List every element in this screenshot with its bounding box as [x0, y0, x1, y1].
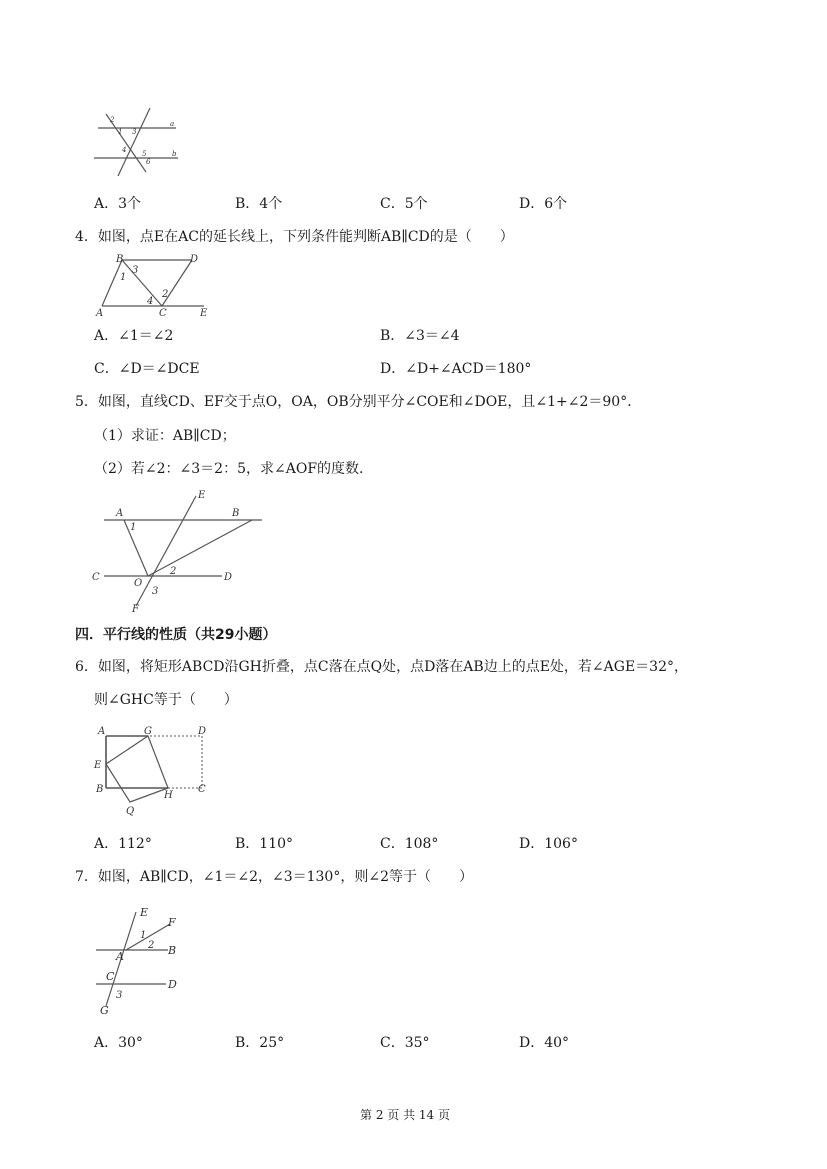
q6-label-B: B: [96, 784, 104, 795]
q7-option-c[interactable]: C．35°: [380, 1035, 430, 1051]
fig1-angle-5: 5: [142, 150, 147, 158]
q7-label-A: A: [116, 950, 124, 963]
q4-label-B: B: [116, 254, 124, 265]
q7-label-E: E: [140, 906, 149, 919]
q5-stem: 5．如图，直线CD、EF交于点O，OA，OB分别平分∠COE和∠DOE，且∠1+∠2＝90°．: [75, 394, 642, 410]
fig1-angle-2: 2: [110, 116, 115, 124]
q6-option-d[interactable]: D．106°: [519, 836, 578, 852]
q6-label-C: C: [198, 784, 206, 795]
figure-q5: [90, 488, 270, 614]
q5-line-ob: [148, 520, 252, 576]
q6-stem-line1: 6．如图，将矩形ABCD沿GH折叠，点C落在点Q处，点D落在AB边上的点E处，若∠AGE＝32°，: [75, 659, 688, 675]
q7-option-d[interactable]: D．40°: [519, 1035, 570, 1051]
figure-parallel-lines-1: [90, 100, 190, 180]
q6-rect-abcd: [106, 736, 202, 788]
fig1-angle-6: 6: [146, 158, 151, 166]
fig1-label-line-b: b: [172, 150, 177, 158]
q7-label-G: G: [100, 1004, 109, 1017]
q5-label-B: B: [232, 508, 240, 519]
q6-option-a[interactable]: A．112°: [94, 836, 152, 852]
q5-label-C: C: [92, 572, 100, 583]
q4-angle-3: 3: [132, 265, 139, 276]
q4-stem: 4．如图，点E在AC的延长线上，下列条件能判断AB∥CD的是（ ）: [75, 229, 514, 245]
q4-label-D: D: [190, 254, 199, 265]
q6-label-Q: Q: [126, 806, 135, 817]
q7-label-C: C: [106, 970, 115, 983]
q6-label-A: A: [98, 726, 106, 737]
q5-angle-1: 1: [130, 522, 137, 533]
q6-label-D: D: [198, 726, 207, 737]
q4-angle-2: 2: [162, 289, 169, 300]
fig1-angle-4: 4: [122, 146, 127, 154]
q5-line-ef: [136, 496, 196, 606]
q4-line-ab: [102, 260, 122, 306]
page-footer: 第 2 页 共 14 页: [360, 1108, 450, 1122]
figure-q7: [90, 902, 190, 1018]
q4-option-a[interactable]: A．∠1＝∠2: [94, 328, 174, 344]
fig1-angle-3: 3: [132, 128, 137, 136]
q7-option-a[interactable]: A．30°: [94, 1035, 143, 1051]
section-title: 四．平行线的性质（共29小题）: [75, 627, 277, 643]
q7-option-b[interactable]: B．25°: [235, 1035, 285, 1051]
q6-label-G: G: [144, 726, 152, 737]
q5-angle-3: 3: [152, 586, 159, 597]
q6-option-b[interactable]: B．110°: [235, 836, 294, 852]
q6-label-E: E: [94, 760, 102, 771]
q7-angle-2: 2: [148, 940, 155, 951]
fig1-angle-1: 1: [118, 128, 123, 136]
q7-angle-3: 3: [116, 990, 123, 1001]
fig1-label-line-a: a: [170, 120, 175, 128]
q5-label-F: F: [132, 604, 139, 615]
q5-part2: （2）若∠2：∠3＝2：5，求∠AOF的度数．: [94, 461, 374, 477]
q5-label-E: E: [198, 490, 206, 501]
q6-folded-quad: [106, 736, 168, 802]
q4-angle-1: 1: [120, 272, 127, 283]
q7-label-B: B: [168, 944, 177, 957]
q3-option-c[interactable]: C．5个: [380, 196, 428, 212]
q5-part1: （1）求证：AB∥CD；: [94, 428, 236, 444]
q4-line-bc: [122, 260, 162, 306]
q4-label-E: E: [200, 308, 208, 319]
q5-label-D: D: [224, 572, 233, 583]
q5-angle-2: 2: [170, 566, 177, 577]
q5-label-A: A: [116, 508, 124, 519]
q6-stem-line2: 则∠GHC等于（ ）: [94, 692, 238, 708]
q4-option-d[interactable]: D．∠D+∠ACD＝180°: [380, 361, 532, 377]
q3-option-a[interactable]: A．3个: [94, 196, 142, 212]
figure-q6: [94, 722, 214, 818]
q7-angle-1: 1: [140, 930, 147, 941]
q4-option-b[interactable]: B．∠3＝∠4: [380, 328, 460, 344]
q4-angle-4: 4: [147, 296, 154, 307]
q6-option-c[interactable]: C．108°: [380, 836, 439, 852]
figure-q4: [94, 252, 214, 318]
q4-label-A: A: [96, 308, 104, 319]
q3-option-d[interactable]: D．6个: [519, 196, 568, 212]
q3-option-b[interactable]: B．4个: [235, 196, 283, 212]
q5-label-O: O: [134, 578, 143, 589]
q7-label-D: D: [168, 978, 177, 991]
q4-option-c[interactable]: C．∠D＝∠DCE: [94, 361, 200, 377]
q4-label-C: C: [159, 308, 167, 319]
q7-label-F: F: [168, 916, 176, 929]
q7-stem: 7．如图，AB∥CD，∠1＝∠2，∠3＝130°，则∠2等于（ ）: [75, 869, 473, 885]
q6-label-H: H: [164, 790, 173, 801]
